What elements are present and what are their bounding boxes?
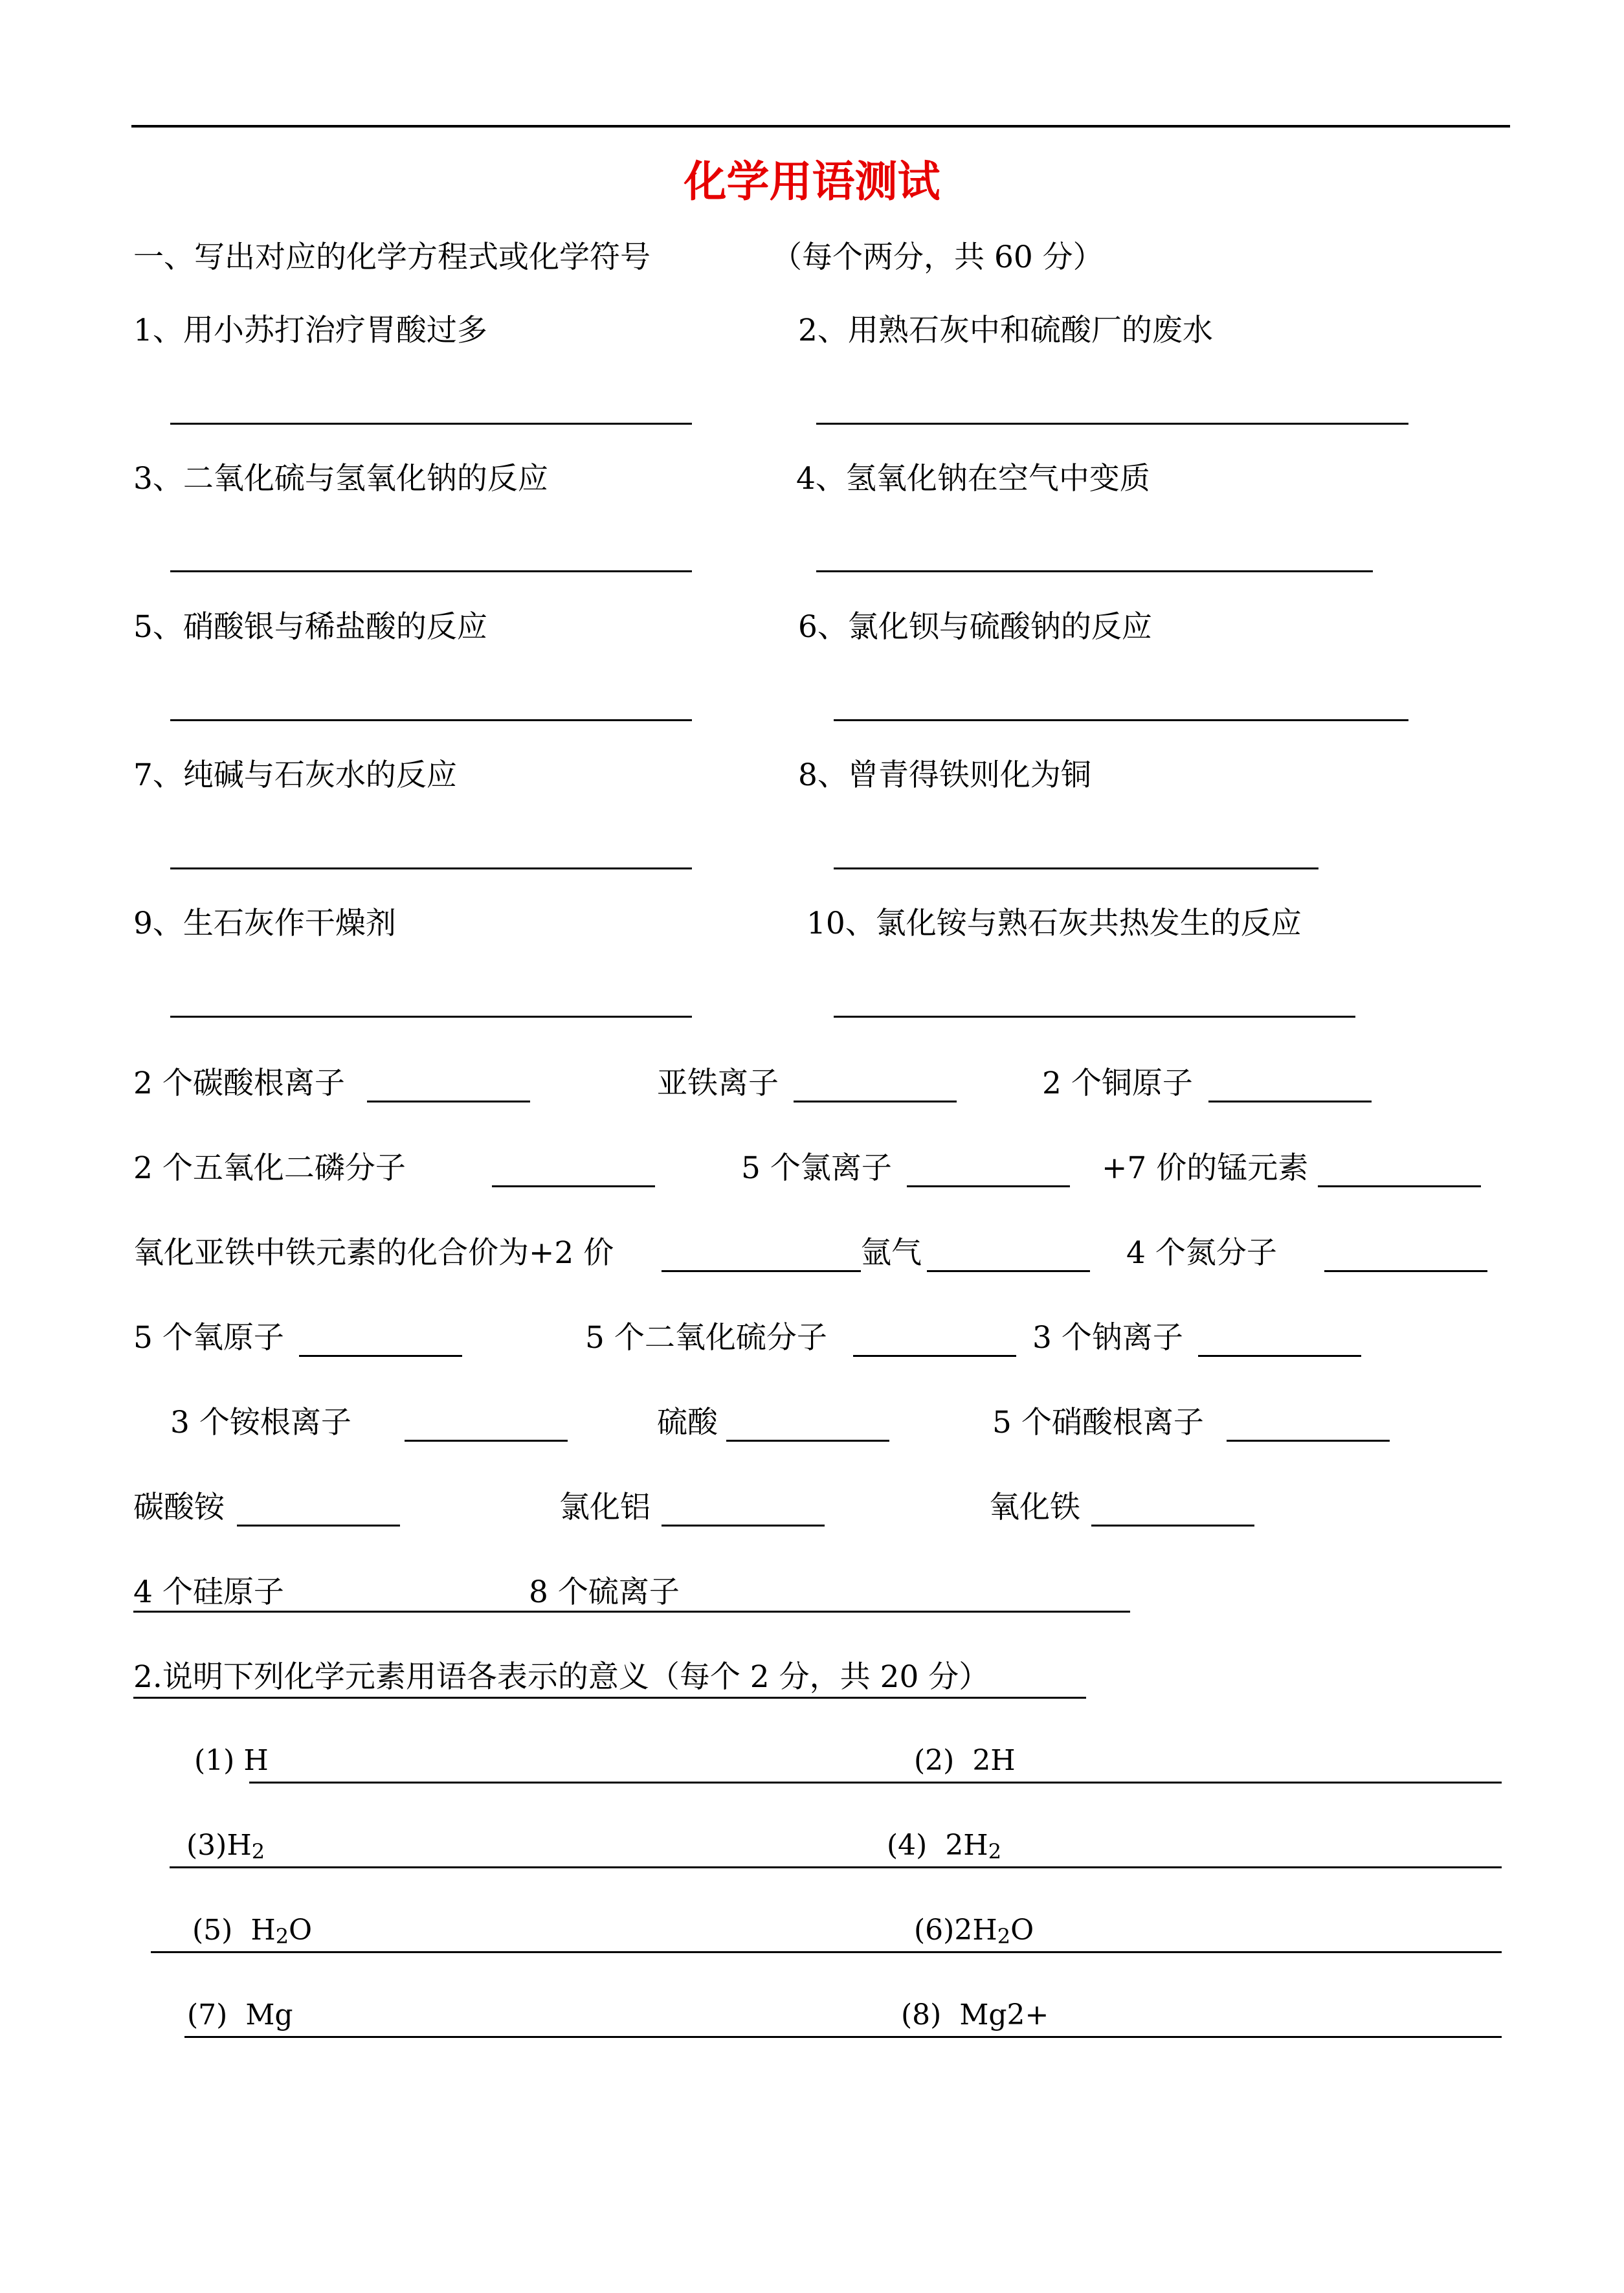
symbol-item: 2 个碳酸根离子	[133, 1066, 345, 1101]
answer-blank-6[interactable]	[834, 719, 1408, 721]
answer-blank-2[interactable]	[816, 423, 1408, 425]
answer-blank[interactable]	[492, 1185, 655, 1187]
symbol-item: 氧化亚铁中铁元素的化合价为+2 价	[133, 1235, 614, 1271]
question-1: 1、用小苏打治疗胃酸过多	[133, 313, 487, 348]
answer-blank[interactable]	[1324, 1270, 1487, 1272]
question-9: 9、生石灰作干燥剂	[133, 906, 396, 941]
answer-blank-9[interactable]	[170, 1016, 692, 1018]
answer-blank-10[interactable]	[834, 1016, 1355, 1018]
section2-heading: 2.说明下列化学元素用语各表示的意义（每个 2 分，共 20 分）	[133, 1659, 990, 1695]
section1-heading: 一、写出对应的化学方程式或化学符号	[133, 240, 651, 275]
heading-underline	[133, 1697, 1086, 1699]
answer-blank[interactable]	[662, 1270, 861, 1272]
question-5: 5、硝酸银与稀盐酸的反应	[133, 609, 487, 645]
meaning-blank-row-4[interactable]	[184, 2036, 1502, 2038]
answer-blank[interactable]	[1318, 1185, 1481, 1187]
answer-blank[interactable]	[853, 1355, 1016, 1357]
symbol-item: 2 个铜原子	[1042, 1066, 1193, 1101]
meaning-label-6: $(6)2H_2O$	[914, 1914, 1034, 1949]
symbol-item: 4 个氮分子	[1126, 1235, 1277, 1271]
meaning-blank-row-3[interactable]	[151, 1951, 1502, 1953]
symbol-item: 硫酸	[657, 1405, 718, 1440]
question-6: 6、氯化钡与硫酸钠的反应	[798, 609, 1152, 645]
symbol-item: 4 个硅原子	[133, 1574, 284, 1610]
symbol-item: 3 个钠离子	[1032, 1320, 1183, 1356]
symbol-item: 5 个二氧化硫分子	[585, 1320, 827, 1356]
answer-blank-8[interactable]	[834, 867, 1318, 869]
question-10: 10、氯化铵与熟石灰共热发生的反应	[806, 906, 1302, 941]
symbol-item: 亚铁离子	[657, 1066, 779, 1101]
meaning-label-8: (8) Mg2+	[901, 1998, 1049, 2031]
answer-blank-3[interactable]	[170, 570, 692, 572]
meaning-label-5: (5) $H_2O$	[192, 1914, 313, 1949]
answer-blank[interactable]	[1208, 1101, 1372, 1102]
answer-blank[interactable]	[237, 1525, 400, 1527]
top-rule	[131, 125, 1510, 128]
answer-blank[interactable]	[927, 1270, 1090, 1272]
answer-blank-4[interactable]	[816, 570, 1373, 572]
answer-blank[interactable]	[133, 1611, 1130, 1613]
symbol-item: 2 个五氧化二磷分子	[133, 1150, 406, 1186]
question-4: 4、氢氧化钠在空气中变质	[796, 461, 1150, 497]
symbol-item: +7 价的锰元素	[1102, 1150, 1309, 1186]
meaning-label-7: (7) Mg	[187, 1998, 293, 2031]
question-7: 7、纯碱与石灰水的反应	[133, 757, 457, 793]
answer-blank[interactable]	[1198, 1355, 1361, 1357]
symbol-item: 3 个铵根离子	[170, 1405, 351, 1440]
symbol-item: 5 个氯离子	[741, 1150, 892, 1186]
answer-blank[interactable]	[726, 1440, 889, 1442]
answer-blank[interactable]	[794, 1101, 957, 1102]
meaning-label-3: $(3)H_2$	[186, 1829, 265, 1864]
symbol-item: 氯化铝	[559, 1490, 651, 1525]
meaning-label-4: (4) $2H_2$	[887, 1829, 1002, 1864]
answer-blank-7[interactable]	[170, 867, 692, 869]
meaning-blank-row-2[interactable]	[170, 1866, 1502, 1868]
meaning-blank-row-1[interactable]	[249, 1782, 1502, 1784]
answer-blank[interactable]	[367, 1101, 530, 1102]
symbol-item: 8 个硫离子	[529, 1574, 680, 1610]
page-title: 化学用语测试	[684, 157, 940, 207]
symbol-item: 氩气	[861, 1235, 922, 1271]
answer-blank[interactable]	[1091, 1525, 1254, 1527]
symbol-item: 碳酸铵	[133, 1490, 225, 1525]
meaning-label-1: (1) H	[194, 1744, 269, 1777]
answer-blank-5[interactable]	[170, 719, 692, 721]
symbol-item: 氧化铁	[989, 1490, 1080, 1525]
question-3: 3、二氧化硫与氢氧化钠的反应	[133, 461, 548, 497]
answer-blank[interactable]	[405, 1440, 568, 1442]
section1-score: （每个两分，共 60 分）	[772, 240, 1104, 275]
answer-blank-1[interactable]	[170, 423, 692, 425]
question-2: 2、用熟石灰中和硫酸厂的废水	[798, 313, 1213, 348]
symbol-item: 5 个硝酸根离子	[992, 1405, 1204, 1440]
symbol-item: 5 个氧原子	[133, 1320, 284, 1356]
answer-blank[interactable]	[299, 1355, 462, 1357]
answer-blank[interactable]	[662, 1525, 825, 1527]
answer-blank[interactable]	[1227, 1440, 1390, 1442]
answer-blank[interactable]	[907, 1185, 1070, 1187]
question-8: 8、曾青得铁则化为铜	[798, 757, 1091, 793]
meaning-label-2: (2) 2H	[914, 1744, 1016, 1777]
